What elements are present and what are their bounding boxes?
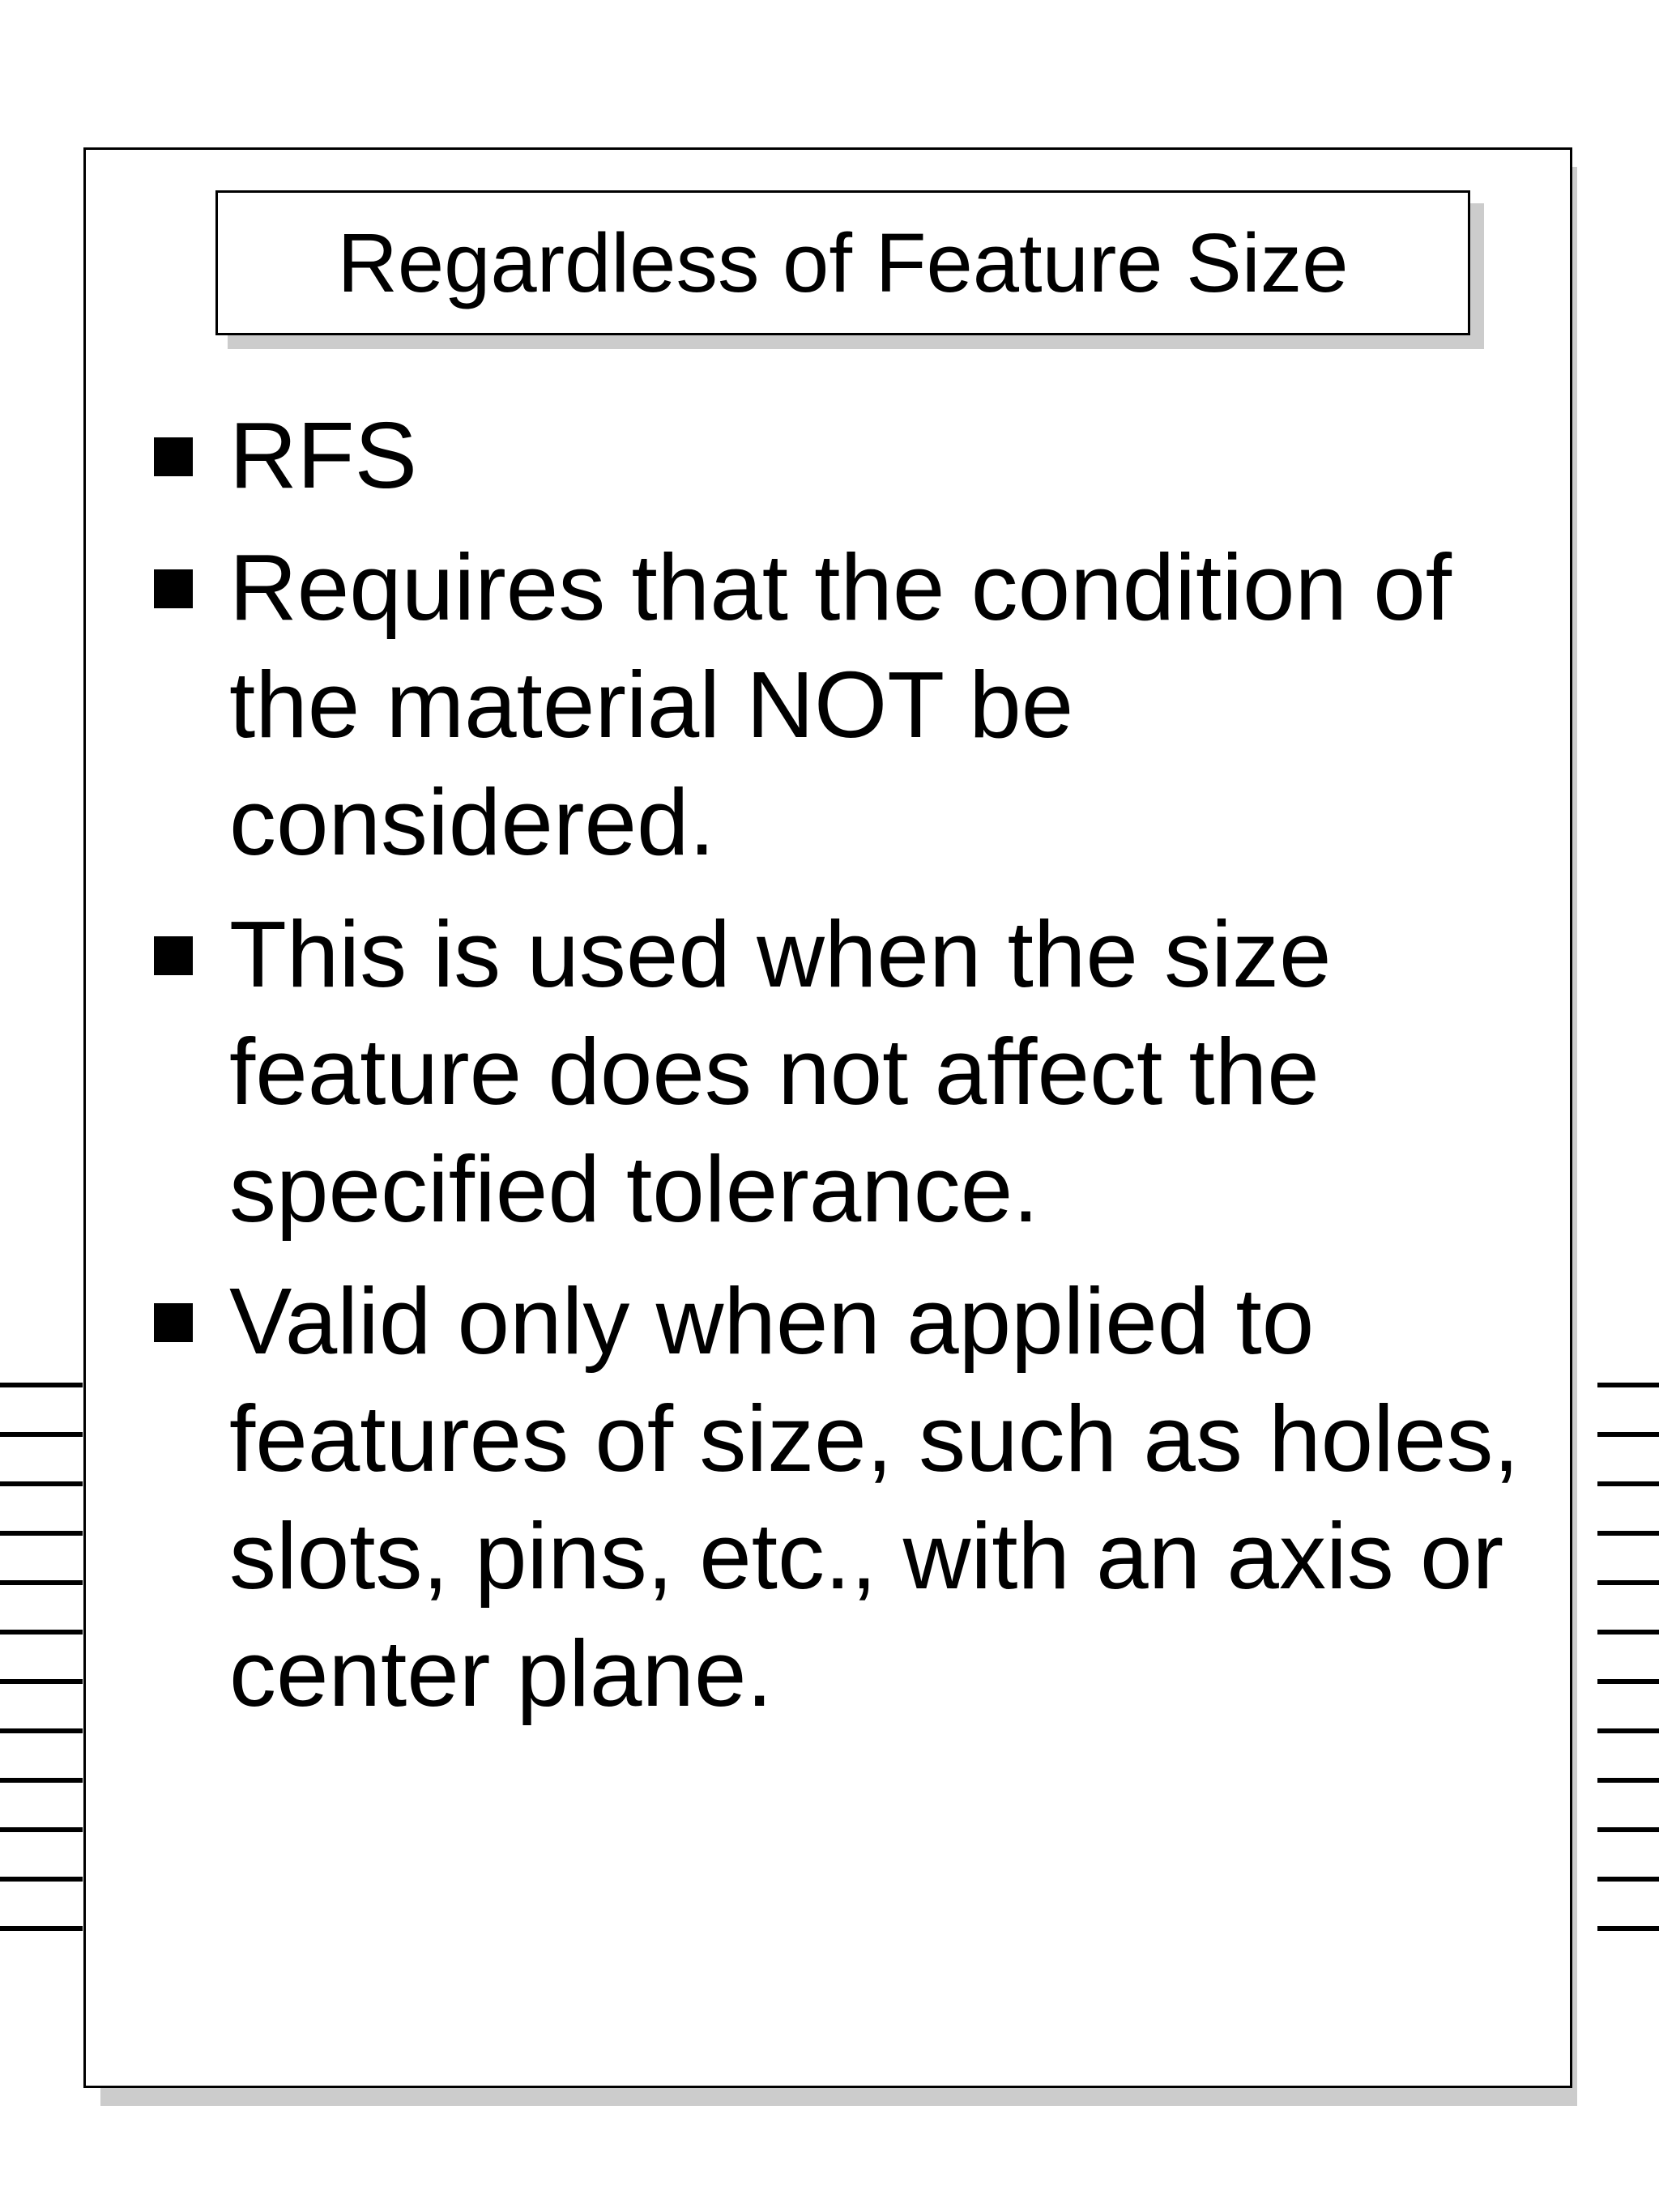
black-square-icon <box>154 1303 193 1342</box>
bullet-list <box>154 397 1547 1747</box>
bullet-text: Requires that the condition of the material NOT be considered. <box>229 535 1452 875</box>
binding-mark <box>0 1481 83 1486</box>
binding-mark <box>1597 1531 1659 1536</box>
bullet-text: RFS <box>229 403 417 508</box>
binding-mark <box>1597 1778 1659 1783</box>
bullet-item <box>154 397 1547 514</box>
binding-mark <box>1597 1877 1659 1882</box>
bullet-item <box>154 896 1547 1248</box>
binding-mark <box>1597 1630 1659 1634</box>
black-square-icon <box>154 569 193 608</box>
binding-mark <box>0 1432 83 1437</box>
slide-title <box>215 190 1470 335</box>
bullet-item <box>154 1263 1547 1733</box>
binding-mark <box>0 1383 83 1387</box>
binding-mark <box>1597 1432 1659 1437</box>
binding-mark <box>0 1728 83 1733</box>
binding-mark <box>1597 1827 1659 1832</box>
binding-mark <box>0 1827 83 1832</box>
binding-mark <box>1597 1728 1659 1733</box>
bullet-item <box>154 529 1547 881</box>
binding-mark <box>0 1630 83 1634</box>
bullet-text: This is used when the size feature does not affect the specified tolerance. <box>229 901 1332 1242</box>
binding-mark <box>0 1679 83 1684</box>
binding-mark <box>0 1877 83 1882</box>
binding-mark <box>1597 1679 1659 1684</box>
binding-mark <box>0 1778 83 1783</box>
binding-mark <box>0 1580 83 1585</box>
bullet-text: Valid only when applied to features of size, such as holes, slots, pins, etc., with an axis or center plane. <box>229 1268 1520 1726</box>
black-square-icon <box>154 437 193 476</box>
binding-mark <box>0 1531 83 1536</box>
binding-mark <box>1597 1580 1659 1585</box>
binding-mark <box>1597 1481 1659 1486</box>
binding-mark <box>1597 1383 1659 1387</box>
slide-title-text: Regardless of Feature Size <box>337 216 1349 309</box>
binding-mark <box>1597 1926 1659 1931</box>
binding-mark <box>0 1926 83 1931</box>
black-square-icon <box>154 936 193 975</box>
